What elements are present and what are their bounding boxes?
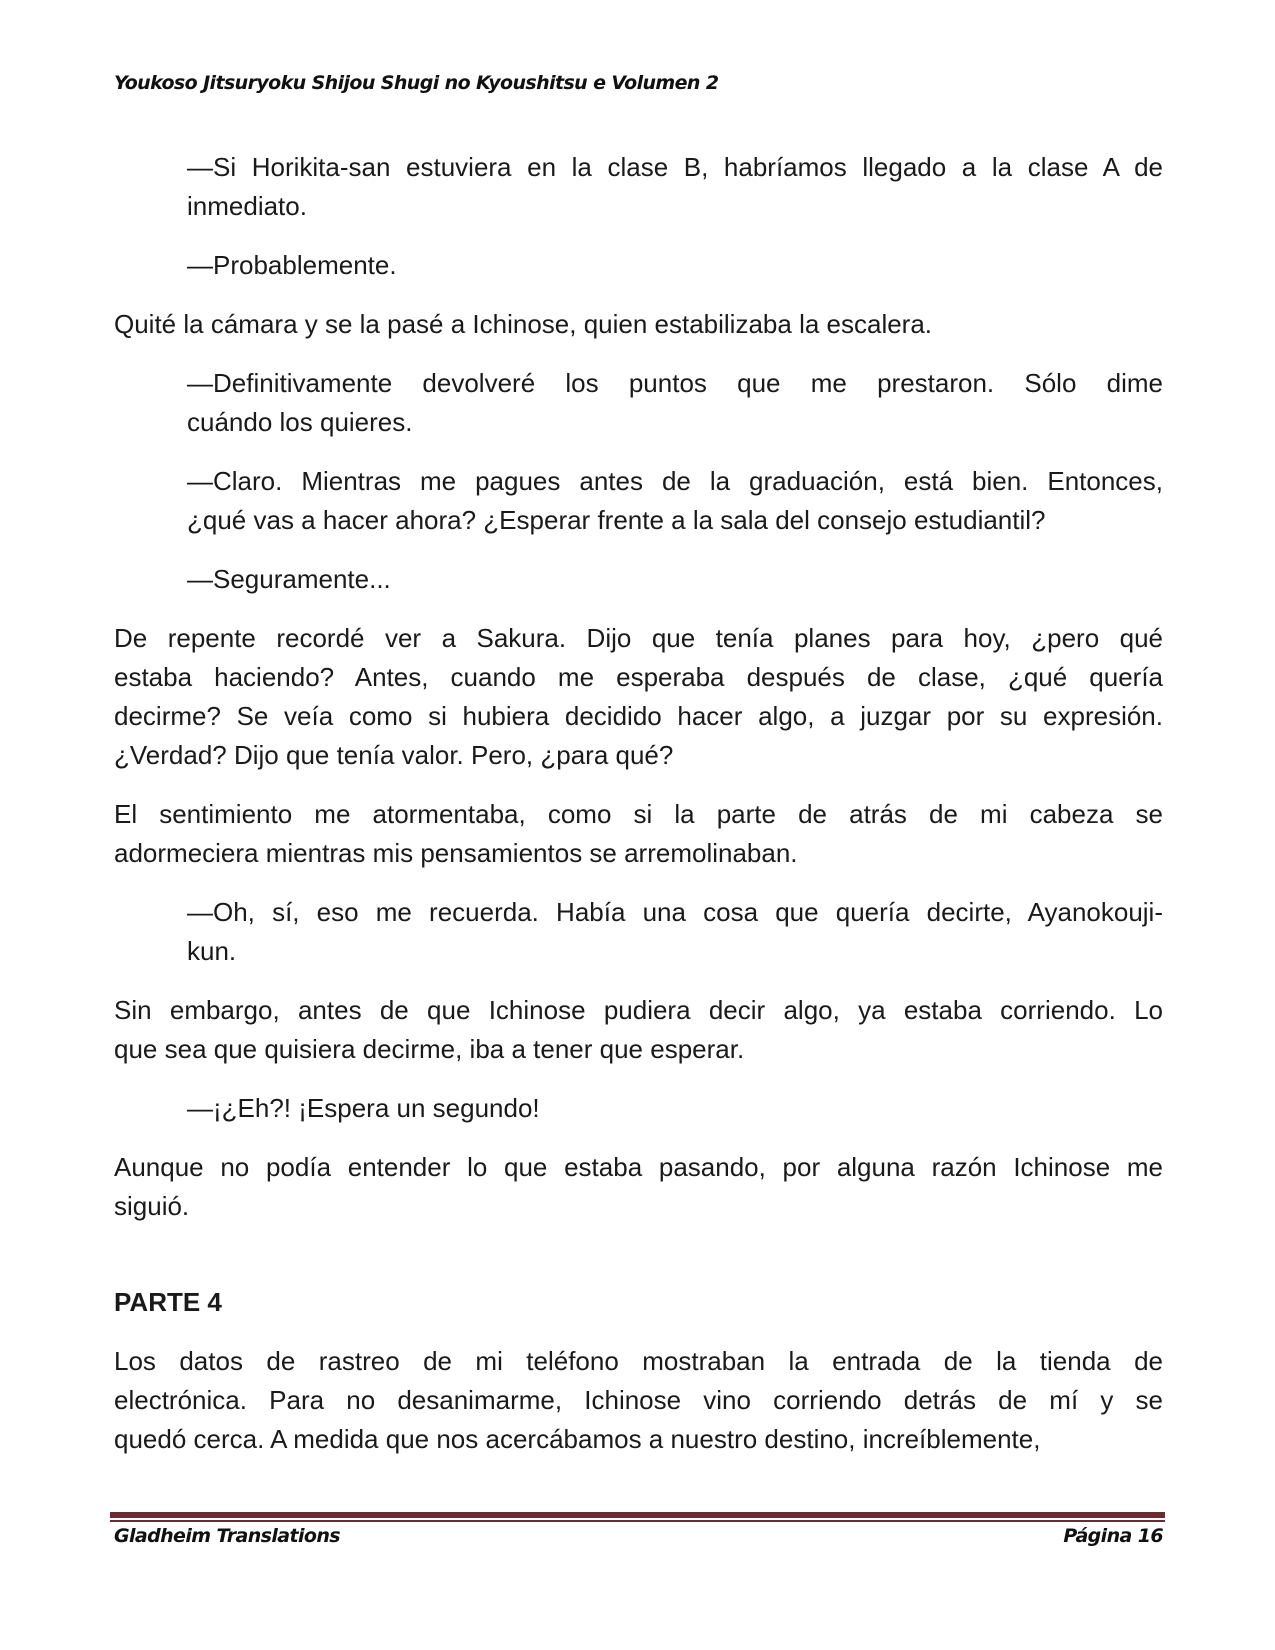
text-line: —Seguramente... — [187, 564, 391, 594]
text-line: electrónica. Para no desanimarme, Ichinose vino corriendo detrás de mí y se — [114, 1385, 1163, 1415]
text-line: ¿Verdad? Dijo que tenía valor. Pero, ¿para qué? — [114, 740, 674, 770]
text-line: siguió. — [114, 1191, 190, 1221]
paragraph — [114, 1342, 1163, 1459]
paragraph — [114, 991, 1163, 1069]
paragraph — [114, 462, 1163, 540]
page-body — [114, 148, 1163, 1479]
text-line: —Si Horikita-san estuviera en la clase B, habríamos llegado a la clase A de — [187, 152, 1163, 182]
running-header: Youkoso Jitsuryoku Shijou Shugi no Kyoushitsu e Volumen 2 — [114, 72, 719, 94]
text-line: De repente recordé ver a Sakura. Dijo que tenía planes para hoy, ¿pero qué — [114, 623, 1163, 653]
paragraph — [114, 364, 1163, 442]
text-line: cuándo los quieres. — [187, 407, 413, 437]
paragraph — [114, 1148, 1163, 1226]
text-line: El sentimiento me atormentaba, como si la parte de atrás de mi cabeza se — [114, 799, 1163, 829]
text-line: Los datos de rastreo de mi teléfono mostraban la entrada de la tienda de — [114, 1346, 1163, 1376]
text-line: —Definitivamente devolveré los puntos que me prestaron. Sólo dime — [187, 368, 1163, 398]
paragraph — [114, 246, 1163, 285]
text-line: —Claro. Mientras me pagues antes de la graduación, está bien. Entonces, — [187, 466, 1163, 496]
footer-rule-thick — [110, 1512, 1165, 1518]
footer-publisher: Gladheim Translations — [114, 1525, 340, 1547]
paragraph — [114, 893, 1163, 971]
paragraph — [114, 795, 1163, 873]
section-heading: PARTE 4 — [114, 1287, 222, 1317]
paragraph — [114, 1089, 1163, 1128]
text-line: Aunque no podía entender lo que estaba pasando, por alguna razón Ichinose me — [114, 1152, 1163, 1182]
paragraphs — [114, 148, 1163, 1226]
paragraph — [114, 148, 1163, 226]
text-line: Sin embargo, antes de que Ichinose pudiera decir algo, ya estaba corriendo. Lo — [114, 995, 1163, 1025]
footer-rule-thin — [110, 1520, 1165, 1522]
section-paragraphs — [114, 1342, 1163, 1459]
text-line: —¡¿Eh?! ¡Espera un segundo! — [187, 1093, 540, 1123]
paragraph — [114, 619, 1163, 775]
text-line: ¿qué vas a hacer ahora? ¿Esperar frente a la sala del consejo estudiantil? — [187, 505, 1046, 535]
text-line: que sea que quisiera decirme, iba a tener que esperar. — [114, 1034, 745, 1064]
footer-page-number: Página 16 — [1063, 1525, 1163, 1547]
text-line: estaba haciendo? Antes, cuando me esperaba después de clase, ¿qué quería — [114, 662, 1163, 692]
text-line: Quité la cámara y se la pasé a Ichinose, quien estabilizaba la escalera. — [114, 309, 933, 339]
text-line: —Probablemente. — [187, 250, 397, 280]
paragraph — [114, 305, 1163, 344]
text-line: kun. — [187, 936, 237, 966]
text-line: —Oh, sí, eso me recuerda. Había una cosa que quería decirte, Ayanokouji- — [187, 897, 1163, 927]
text-line: adormeciera mientras mis pensamientos se arremolinaban. — [114, 838, 798, 868]
text-line: inmediato. — [187, 191, 307, 221]
text-line: quedó cerca. A medida que nos acercábamos a nuestro destino, increíblemente, — [114, 1424, 1041, 1454]
text-line: decirme? Se veía como si hubiera decidido hacer algo, a juzgar por su expresión. — [114, 701, 1163, 731]
paragraph — [114, 560, 1163, 599]
